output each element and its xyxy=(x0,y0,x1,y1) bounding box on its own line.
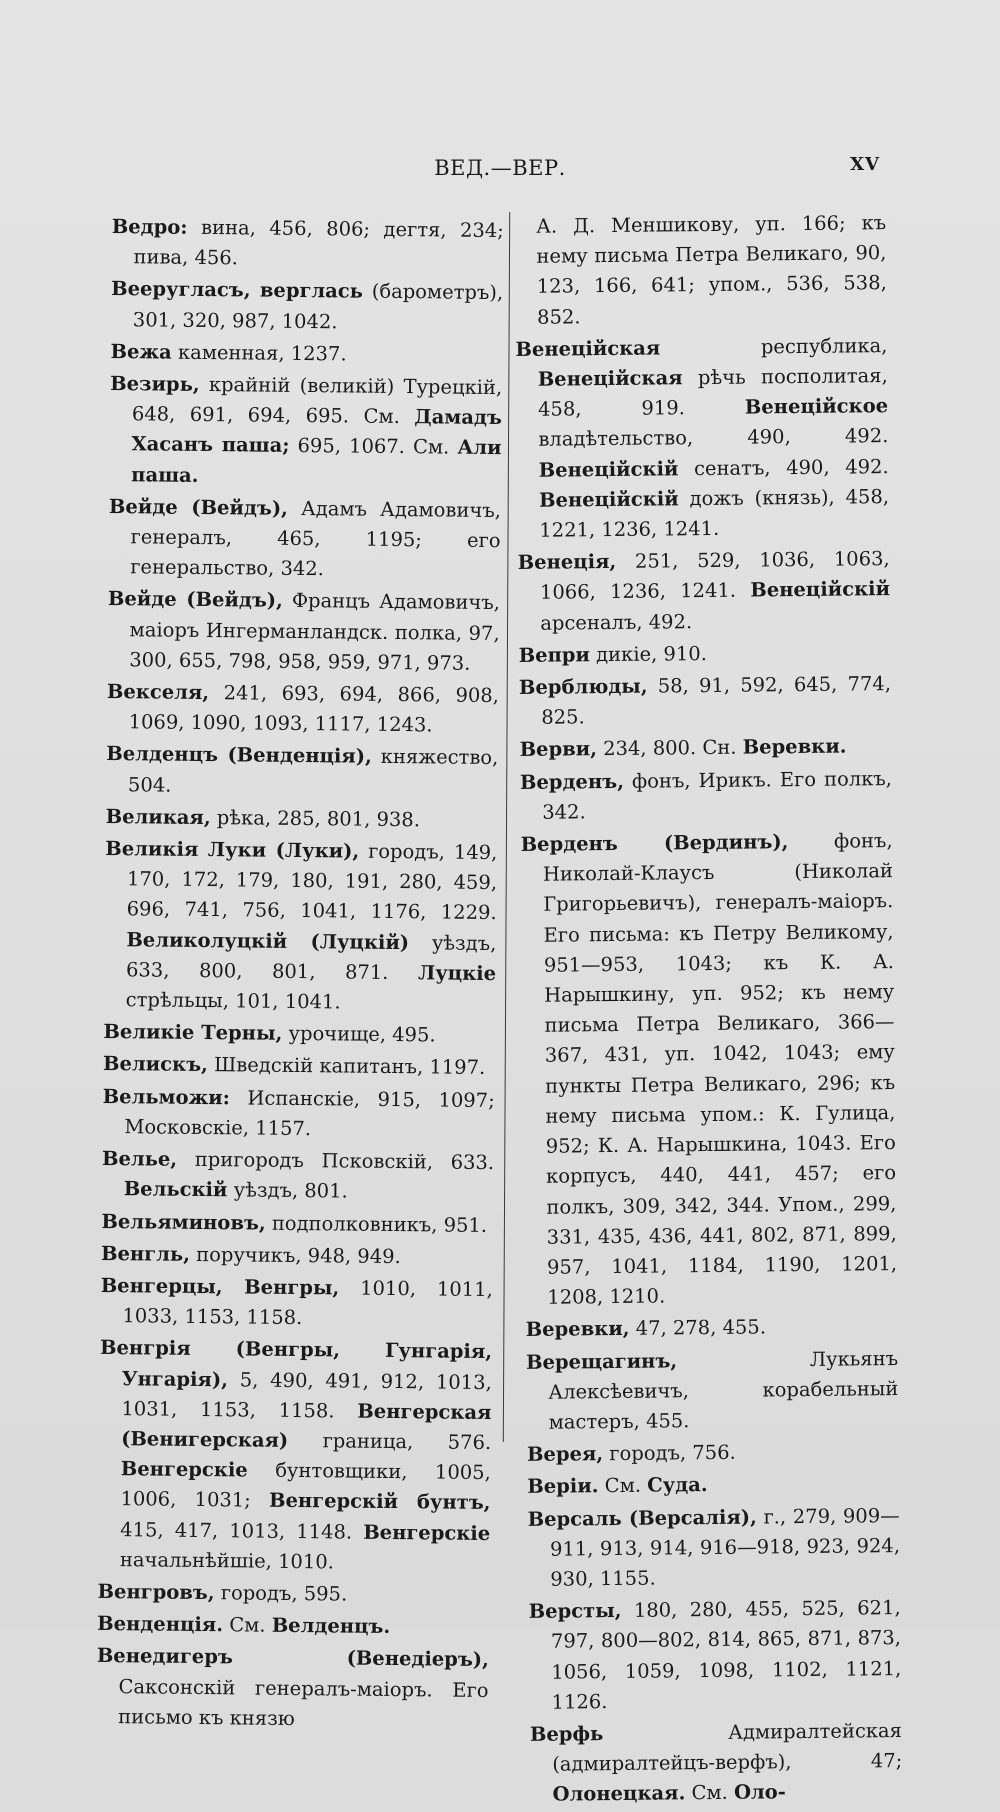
index-entry xyxy=(111,212,504,277)
index-headword: Верея, xyxy=(526,1442,604,1467)
index-headword: Велье, xyxy=(101,1147,178,1171)
index-headword: Венденція. xyxy=(97,1612,224,1637)
index-headword: Великіе Терны, xyxy=(103,1020,283,1046)
index-text: дикіе, 910. xyxy=(589,641,708,667)
index-headword: Венгровъ, xyxy=(97,1579,215,1605)
index-text: Адмиралтейская (адмиралтейцъ-верфъ), 47; xyxy=(552,1718,903,1776)
index-headword: Луцкіе xyxy=(417,961,497,985)
index-text: городъ, 756. xyxy=(603,1440,736,1466)
index-text: уѣздъ, 801. xyxy=(227,1178,348,1203)
index-text: Адамъ Адамовичъ, генералъ, 465, 1195; его генеральство, 342. xyxy=(130,496,502,581)
index-text: начальнѣйшіе, 1010. xyxy=(119,1547,335,1574)
index-entry xyxy=(103,1017,495,1051)
index-headword: Али паша. xyxy=(131,436,502,487)
index-entry xyxy=(97,1609,489,1643)
index-headword: Версты, xyxy=(528,1599,622,1624)
index-headword: Вельяминовъ, xyxy=(101,1209,266,1235)
index-headword: Дамадъ Хасанъ паша; xyxy=(131,405,502,458)
index-entry xyxy=(518,637,890,671)
index-text: вина, 456, 806; дегтя, 234; пива, 456. xyxy=(133,215,504,270)
index-text: Францъ Адамовичъ, маіоръ Ингерманландск. полка, 97, 300, 655, 798, 958, 959, 971, 973. xyxy=(129,589,501,675)
index-text: городъ, 149, 170, 172, 179, 180, 191, 280, 459, 696, 741, 756, 1041, 1176, 1229. xyxy=(126,839,498,925)
index-headword: Вельможи: xyxy=(102,1084,231,1109)
index-entry xyxy=(98,1333,493,1579)
index-text: княжество, 504. xyxy=(127,745,499,797)
index-headword: Велденцъ. xyxy=(271,1613,391,1639)
index-headword: Венеція, xyxy=(517,550,617,575)
index-text: 234, 800. Сн. xyxy=(596,736,743,761)
index-text: арсеналъ, 492. xyxy=(540,609,693,635)
index-text: Лукьянъ Алексѣевичъ, корабельный мастеръ, 455. xyxy=(548,1346,899,1434)
index-headword: Венгерцы, Венгры, xyxy=(100,1273,340,1300)
index-text: рѣка, 285, 801, 938. xyxy=(210,805,421,832)
index-headword: Венеційская xyxy=(515,336,661,361)
index-text: рѣчь посполитая, 458, 919. xyxy=(537,364,888,421)
index-entry xyxy=(96,1641,489,1736)
index-entry xyxy=(527,1436,899,1470)
index-text: дожъ (князь), 458, 1221, 1236, 1241. xyxy=(539,484,890,542)
index-entry xyxy=(103,1049,495,1083)
index-headword: Вееругласъ, верглась xyxy=(111,277,364,304)
index-text: А. Д. Меншикову, уп. 166; къ нему письма Петра Великаго, 90, 123, 166, 641; упом., 536, 538, 852. xyxy=(536,211,887,329)
index-headword: Вежа xyxy=(110,339,172,364)
index-entry xyxy=(110,337,502,371)
index-headword: Венеційскій xyxy=(750,577,891,602)
index-text: 180, 280, 455, 525, 621, 797, 800—802, 814, 865, 871, 873, 1056, 1059, 1098, 1102, 1121, 1126. xyxy=(550,1596,902,1714)
index-text: сенатъ, 490, 492. xyxy=(678,454,889,480)
index-headword: Великія Луки (Луки), xyxy=(105,837,360,863)
index-headword: Велденцъ (Венденція), xyxy=(106,742,372,769)
index-text: уѣздъ, 633, 800, 801, 871. xyxy=(125,930,497,985)
index-entry-continuation xyxy=(514,208,887,333)
index-entry xyxy=(100,1271,493,1336)
index-headword: Верещагинъ, xyxy=(525,1348,678,1374)
index-text: пригородъ Псковскій, 633. xyxy=(177,1147,495,1175)
index-headword: Вельскій xyxy=(123,1177,228,1202)
index-entry xyxy=(520,764,893,828)
index-entry xyxy=(106,739,499,804)
index-text: Саксонскій генералъ-маіоръ. Его письмо къ князю xyxy=(118,1674,489,1730)
index-headword: Везирь, xyxy=(110,372,200,396)
index-text: 241, 693, 694, 866, 908, 1069, 1090, 1093, 1117, 1243. xyxy=(128,681,500,737)
index-text: стрѣльцы, 101, 1041. xyxy=(125,988,341,1014)
index-headword: Оло- xyxy=(733,1780,786,1805)
index-text: 47, 278, 455. xyxy=(629,1315,767,1341)
index-entry xyxy=(104,834,498,1019)
index-text: каменная, 1237. xyxy=(171,340,347,366)
index-entry xyxy=(528,1501,901,1596)
index-headword: Венгль, xyxy=(100,1241,191,1266)
index-text: 415, 417, 1013, 1148. xyxy=(120,1517,364,1544)
index-headword: Веріи. xyxy=(527,1474,599,1499)
index-headword: Венеційская xyxy=(537,366,683,391)
index-headword: Венедигеръ (Венедіеръ), xyxy=(96,1644,489,1672)
column-divider xyxy=(503,212,510,1442)
index-entry xyxy=(101,1239,493,1273)
index-text: 58, 91, 592, 645, 774, 825. xyxy=(541,672,892,729)
index-entry xyxy=(101,1206,493,1240)
index-headword: Веревки. xyxy=(742,735,847,760)
index-headword: Велискъ, xyxy=(102,1052,209,1077)
page-number: XV xyxy=(850,154,880,175)
index-text: 251, 529, 1036, 1063, 1066, 1236, 1241. xyxy=(539,547,890,605)
index-headword: Векселя, xyxy=(106,680,210,705)
index-text: (барометръ), 301, 320, 987, 1042. xyxy=(132,280,504,333)
index-headword: Верденъ, xyxy=(519,769,625,794)
running-head: ВЕД.—ВЕР. xyxy=(434,156,566,180)
index-headword: Венеційскій xyxy=(538,487,679,512)
index-entry xyxy=(529,1593,902,1718)
index-entry xyxy=(102,1144,495,1209)
index-entry xyxy=(106,802,498,836)
index-entry xyxy=(519,732,891,766)
index-entry xyxy=(109,369,502,494)
index-text: 5, 490, 491, 912, 1013, 1031, 1153, 1158. xyxy=(121,1367,492,1423)
index-headword: Венгерская (Венигерская) xyxy=(121,1399,492,1452)
index-headword: Великая, xyxy=(105,804,211,829)
index-headword: Вепри xyxy=(518,643,591,667)
index-entry xyxy=(107,584,500,679)
index-headword: Верденъ (Вердинъ), xyxy=(520,830,789,857)
index-text: поручикъ, 948, 949. xyxy=(189,1242,401,1268)
index-entry xyxy=(527,1468,899,1502)
index-headword: Веревки, xyxy=(525,1317,630,1342)
index-text: 695, 1067. См. xyxy=(289,434,458,460)
index-entry xyxy=(515,331,889,546)
index-text: г., 279, 909—911, 913, 914, 916—918, 923, 924, 930, 1155. xyxy=(549,1503,901,1591)
index-entry xyxy=(526,1344,899,1438)
index-headword: Венгерскій бунтъ, xyxy=(268,1489,491,1515)
index-headword: Венгерскіе xyxy=(120,1457,248,1482)
index-headword: Великолуцкій (Луцкій) xyxy=(126,927,410,954)
index-entry xyxy=(519,669,892,733)
index-text: владѣтельство, 490, 492. xyxy=(538,424,889,452)
index-headword: Венеційскій xyxy=(538,456,679,482)
index-text: крайній (великій) Турецкій, 648, 691, 694, 695. См. xyxy=(131,372,503,429)
index-text: 1010, 1011, 1033, 1153, 1158. xyxy=(122,1276,493,1330)
index-text: См. xyxy=(685,1781,735,1805)
index-entry xyxy=(520,826,897,1313)
index-headword: Венгрія (Венгры, Гунгарія, Унгарія), xyxy=(99,1336,493,1391)
index-headword: Версаль (Версалія), xyxy=(527,1505,757,1531)
right-column xyxy=(514,208,903,1812)
index-entry xyxy=(518,544,891,638)
index-headword: Вейде (Вейдъ), xyxy=(107,587,283,613)
index-entry xyxy=(106,677,499,742)
index-text: См. xyxy=(222,1613,272,1637)
index-entry xyxy=(530,1716,903,1810)
index-headword: Суда. xyxy=(647,1473,708,1498)
index-text: Шведскій капитанъ, 1197. xyxy=(207,1053,486,1080)
index-entry xyxy=(111,274,504,339)
index-text: фонъ, Ирикъ. Его полкъ, 342. xyxy=(542,766,893,824)
index-entry xyxy=(526,1311,898,1345)
index-text: граница, 576. xyxy=(288,1428,492,1454)
index-text: урочище, 495. xyxy=(282,1022,436,1047)
index-headword: Ведро: xyxy=(111,214,188,239)
index-headword: Верви, xyxy=(519,737,598,762)
index-entry xyxy=(102,1082,495,1147)
index-text: городъ, 595. xyxy=(214,1581,348,1606)
index-entry xyxy=(97,1577,489,1611)
index-headword: Вейде (Вейдъ), xyxy=(108,494,289,520)
index-headword: Верблюды, xyxy=(518,674,648,700)
index-headword: Венеційское xyxy=(744,394,889,419)
index-headword: Верфь xyxy=(529,1722,604,1746)
index-text: республика, xyxy=(660,333,888,360)
index-text: подполковникъ, 951. xyxy=(265,1211,488,1237)
index-text: бунтовщики, 1005, 1006, 1031; xyxy=(120,1458,491,1513)
index-text: фонъ, Николай-Клаусъ (Николай Григорьевичъ), генералъ-маіоръ. Его письма: къ Петру Великому, 951—953, 1043; къ К. А. Нарышкину, уп. 952; къ нему письма Петра Великаго, 366—367, 431, уп. 1042, 1043; ему пункты Петра Великаго, 296; къ нему письма упом.: К. Гулица, 952; К. А. Нарышкина, 1043. Его корпусъ, 440, 441, 457; его полкъ, 309, 342, 344. Упом., 299, 331, 435, 436, 441, 802, 871, 899, 957, 1041, 1184, 1190, 1201, 1208, 1210. xyxy=(542,829,898,1309)
index-text: Испанскіе, 915, 1097; Московскіе, 1157. xyxy=(124,1085,495,1141)
index-text: См. xyxy=(598,1474,648,1498)
index-entry xyxy=(108,492,501,587)
left-column xyxy=(96,212,504,1738)
index-headword: Олонецкая. xyxy=(552,1781,686,1807)
index-headword: Венгерскіе xyxy=(363,1520,491,1545)
